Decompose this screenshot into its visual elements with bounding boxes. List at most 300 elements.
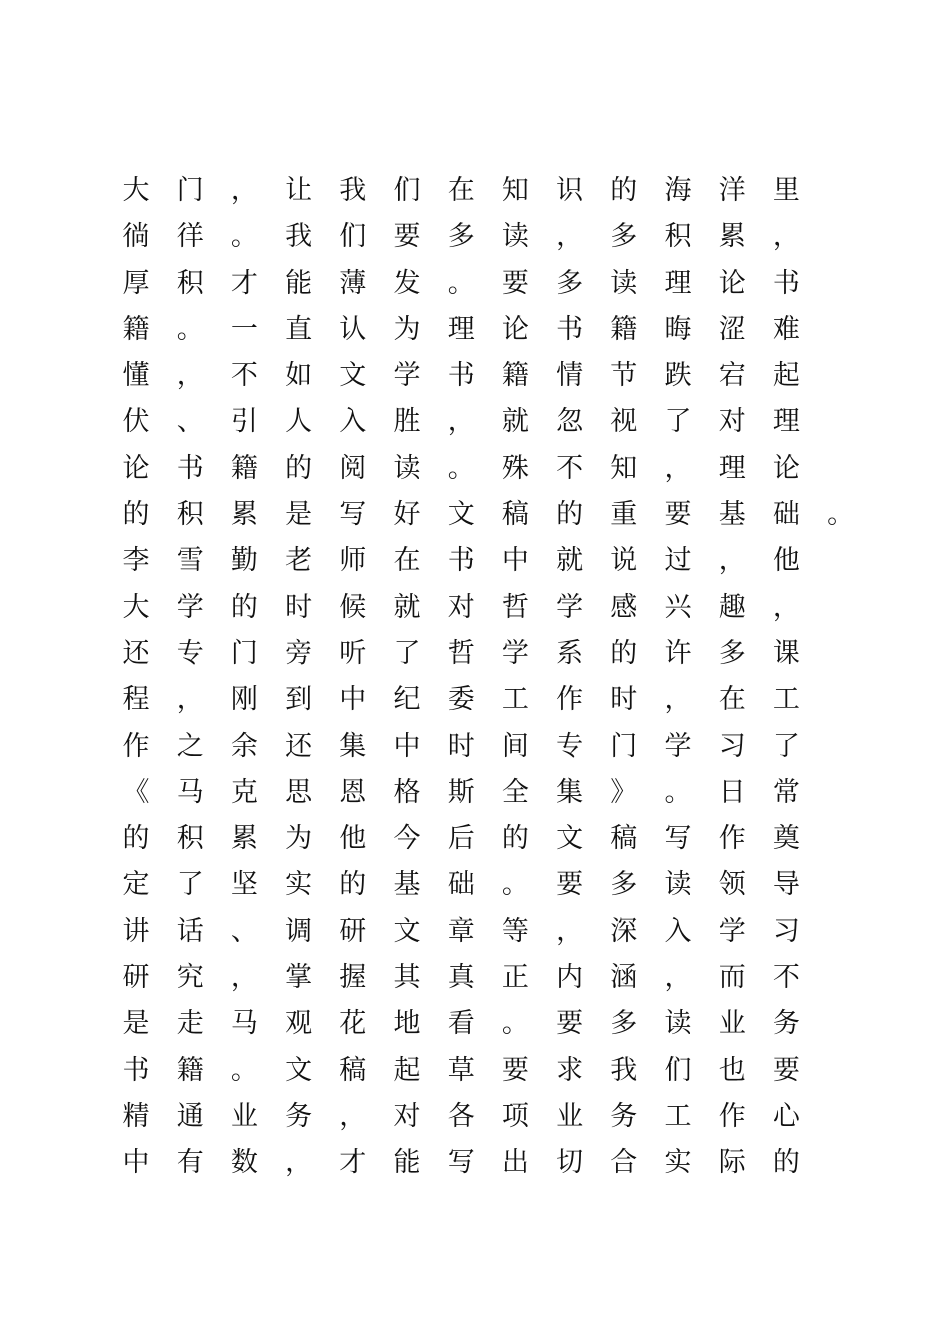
text-char: 的: [339, 869, 367, 901]
text-char: 。: [827, 499, 855, 531]
text-char: 实: [285, 869, 313, 901]
text-char: 掌: [285, 962, 313, 994]
text-char: 大: [122, 591, 150, 623]
text-char: 时: [610, 684, 638, 716]
text-char: 能: [393, 1147, 421, 1179]
text-char: 马: [230, 1008, 258, 1040]
text-char: 洋: [718, 175, 746, 206]
text-char: ，: [664, 962, 692, 994]
text-char: 》: [610, 776, 638, 808]
text-char: 。: [447, 267, 475, 299]
text-char: 文: [393, 915, 421, 947]
text-char: 入: [339, 406, 367, 438]
text-char: 。: [664, 776, 692, 808]
text-char: 、: [176, 406, 204, 438]
text-char: 才: [339, 1147, 367, 1179]
text-char: 理: [664, 267, 692, 299]
text-char: 感: [610, 591, 638, 623]
text-char: 知: [610, 452, 638, 484]
text-char: 写: [664, 823, 692, 855]
text-char: 门: [230, 637, 258, 669]
text-char: 的: [556, 499, 584, 531]
text-char: 阅: [339, 452, 367, 484]
text-char: 读: [664, 869, 692, 901]
text-char: 大: [122, 175, 150, 206]
text-char: 定: [122, 869, 150, 901]
text-line: [122, 307, 856, 353]
text-char: 起: [393, 1054, 421, 1086]
text-char: 积: [176, 267, 204, 299]
text-char: 伏: [122, 406, 150, 438]
text-char: 认: [339, 313, 367, 345]
text-char: 人: [285, 406, 313, 438]
text-char: 门: [610, 730, 638, 762]
text-char: ，: [556, 221, 584, 253]
text-char: 多: [610, 221, 638, 253]
text-char: 多: [610, 1008, 638, 1040]
text-char: 说: [610, 545, 638, 577]
text-char: 书: [447, 545, 475, 577]
text-char: 实: [664, 1147, 692, 1179]
text-char: 花: [339, 1008, 367, 1040]
text-char: 许: [664, 637, 692, 669]
text-char: 忽: [556, 406, 584, 438]
text-char: 今: [393, 823, 421, 855]
text-char: 要: [556, 869, 584, 901]
text-char: 各: [447, 1100, 475, 1132]
text-char: 门: [176, 175, 204, 206]
text-char: 引: [230, 406, 258, 438]
text-char: 学: [176, 591, 204, 623]
text-char: ，: [556, 915, 584, 947]
text-char: 观: [285, 1008, 313, 1040]
text-char: ，: [718, 545, 746, 577]
text-char: 就: [393, 591, 421, 623]
text-char: 勤: [230, 545, 258, 577]
text-char: 哲: [447, 637, 475, 669]
text-char: 讲: [122, 915, 150, 947]
text-char: 是: [122, 1008, 150, 1040]
text-char: 专: [176, 637, 204, 669]
text-char: 让: [285, 175, 313, 206]
text-char: 我: [339, 175, 367, 206]
text-char: 理: [772, 406, 800, 438]
text-char: 老: [285, 545, 313, 577]
text-char: 刚: [230, 684, 258, 716]
text-char: ，: [176, 360, 204, 392]
text-char: 恩: [339, 776, 367, 808]
text-char: 看: [447, 1008, 475, 1040]
text-line: [122, 261, 856, 307]
text-char: 的: [122, 823, 150, 855]
text-char: 余: [230, 730, 258, 762]
text-char: 习: [772, 915, 800, 947]
text-char: 要: [501, 1054, 529, 1086]
text-char: 雪: [176, 545, 204, 577]
text-char: ，: [772, 591, 800, 623]
text-char: ，: [285, 1147, 313, 1179]
text-char: 入: [664, 915, 692, 947]
text-char: 书: [772, 267, 800, 299]
text-char: 真: [447, 962, 475, 994]
text-line: [122, 214, 856, 260]
text-char: 论: [718, 267, 746, 299]
text-char: 学: [664, 730, 692, 762]
text-char: 而: [718, 962, 746, 994]
text-char: 宕: [718, 360, 746, 392]
text-line: [122, 538, 856, 584]
text-char: 他: [772, 545, 800, 577]
text-char: 专: [556, 730, 584, 762]
text-char: 了: [772, 730, 800, 762]
text-char: 要: [393, 221, 421, 253]
text-char: 累: [230, 823, 258, 855]
text-char: 他: [339, 823, 367, 855]
text-char: 了: [176, 869, 204, 901]
text-char: 哲: [501, 591, 529, 623]
text-char: 在: [447, 175, 475, 206]
text-char: 。: [447, 452, 475, 484]
text-char: 作: [718, 1100, 746, 1132]
text-char: 理: [718, 452, 746, 484]
text-char: 究: [176, 962, 204, 994]
text-char: 多: [447, 221, 475, 253]
text-char: 学: [393, 360, 421, 392]
text-line: [122, 446, 856, 492]
text-char: 出: [501, 1147, 529, 1179]
text-line: [122, 677, 856, 723]
text-char: 内: [556, 962, 584, 994]
text-char: 系: [556, 637, 584, 669]
text-char: 集: [556, 776, 584, 808]
text-char: 础: [772, 499, 800, 531]
text-char: ，: [230, 175, 258, 206]
text-char: 坚: [230, 869, 258, 901]
text-char: 才: [230, 267, 258, 299]
text-char: 日: [718, 776, 746, 808]
text-char: 多: [610, 869, 638, 901]
text-char: 兴: [664, 591, 692, 623]
text-char: 领: [718, 869, 746, 901]
text-char: 视: [610, 406, 638, 438]
text-char: 作: [718, 823, 746, 855]
text-char: 全: [501, 776, 529, 808]
text-char: 习: [718, 730, 746, 762]
text-char: 难: [772, 313, 800, 345]
body-text: [122, 168, 856, 1187]
text-char: 文: [339, 360, 367, 392]
text-char: 过: [664, 545, 692, 577]
text-char: 的: [610, 175, 638, 206]
text-char: 等: [501, 915, 529, 947]
text-line: [122, 909, 856, 955]
text-char: 的: [230, 591, 258, 623]
text-char: 求: [556, 1054, 584, 1086]
text-char: 中: [393, 730, 421, 762]
text-char: 奠: [772, 823, 800, 855]
text-char: 读: [393, 452, 421, 484]
text-char: 础: [447, 869, 475, 901]
text-char: 文: [285, 1054, 313, 1086]
text-line: [122, 1140, 856, 1186]
text-char: 精: [122, 1100, 150, 1132]
text-char: 《: [122, 776, 150, 808]
text-char: 。: [501, 869, 529, 901]
text-char: 话: [176, 915, 204, 947]
text-char: 。: [230, 221, 258, 253]
text-char: 胜: [393, 406, 421, 438]
text-char: ，: [447, 406, 475, 438]
text-char: 基: [718, 499, 746, 531]
text-char: 读: [664, 1008, 692, 1040]
text-char: 有: [176, 1147, 204, 1179]
text-char: 籍: [122, 313, 150, 345]
text-char: 工: [501, 684, 529, 716]
text-char: 们: [664, 1054, 692, 1086]
text-char: 不: [772, 962, 800, 994]
text-char: 工: [664, 1100, 692, 1132]
text-char: 业: [718, 1008, 746, 1040]
text-char: ，: [230, 962, 258, 994]
text-char: 斯: [447, 776, 475, 808]
text-char: 程: [122, 684, 150, 716]
text-char: 。: [501, 1008, 529, 1040]
text-char: 切: [556, 1147, 584, 1179]
text-char: 书: [176, 452, 204, 484]
text-char: 听: [339, 637, 367, 669]
text-char: 间: [501, 730, 529, 762]
text-char: 积: [176, 823, 204, 855]
text-char: 论: [772, 452, 800, 484]
text-char: 发: [393, 267, 421, 299]
text-char: 要: [772, 1054, 800, 1086]
text-char: 正: [501, 962, 529, 994]
text-line: [122, 168, 856, 214]
text-char: 时: [447, 730, 475, 762]
text-char: 导: [772, 869, 800, 901]
text-char: 殊: [501, 452, 529, 484]
text-char: 起: [772, 360, 800, 392]
text-char: 其: [393, 962, 421, 994]
text-char: 务: [772, 1008, 800, 1040]
text-char: 晦: [664, 313, 692, 345]
text-line: [122, 1094, 856, 1140]
text-char: 徉: [176, 221, 204, 253]
text-char: 对: [447, 591, 475, 623]
text-char: 书: [122, 1054, 150, 1086]
text-char: 籍: [610, 313, 638, 345]
text-char: 之: [176, 730, 204, 762]
text-char: ，: [664, 452, 692, 484]
text-char: 中: [122, 1147, 150, 1179]
text-char: 不: [556, 452, 584, 484]
text-char: 是: [285, 499, 313, 531]
text-char: 了: [664, 406, 692, 438]
text-char: 理: [447, 313, 475, 345]
text-char: 趣: [718, 591, 746, 623]
text-char: 们: [393, 175, 421, 206]
text-char: 薄: [339, 267, 367, 299]
text-char: 学: [501, 637, 529, 669]
text-char: 籍: [176, 1054, 204, 1086]
text-char: 业: [556, 1100, 584, 1132]
text-char: 常: [772, 776, 800, 808]
text-char: 论: [501, 313, 529, 345]
text-char: 能: [285, 267, 313, 299]
text-line: [122, 353, 856, 399]
text-char: 作: [122, 730, 150, 762]
text-char: 务: [285, 1100, 313, 1132]
text-char: 地: [393, 1008, 421, 1040]
text-char: 在: [718, 684, 746, 716]
text-char: 海: [664, 175, 692, 206]
text-char: 累: [230, 499, 258, 531]
text-char: 学: [556, 591, 584, 623]
text-char: ，: [339, 1100, 367, 1132]
text-char: 克: [230, 776, 258, 808]
text-char: 的: [772, 1147, 800, 1179]
text-char: 情: [556, 360, 584, 392]
text-char: 也: [718, 1054, 746, 1086]
text-char: 走: [176, 1008, 204, 1040]
text-char: 文: [556, 823, 584, 855]
text-char: 草: [447, 1054, 475, 1086]
text-char: 候: [339, 591, 367, 623]
text-char: 在: [393, 545, 421, 577]
text-char: 际: [718, 1147, 746, 1179]
text-char: 涵: [610, 962, 638, 994]
text-char: 文: [447, 499, 475, 531]
text-char: 的: [285, 452, 313, 484]
text-char: 课: [772, 637, 800, 669]
text-line: [122, 399, 856, 445]
text-char: 要: [501, 267, 529, 299]
text-char: 为: [285, 823, 313, 855]
text-char: 学: [718, 915, 746, 947]
text-char: 马: [176, 776, 204, 808]
text-char: 读: [610, 267, 638, 299]
text-char: 、: [230, 915, 258, 947]
text-char: 书: [447, 360, 475, 392]
text-char: 就: [501, 406, 529, 438]
text-char: 的: [610, 637, 638, 669]
text-char: 李: [122, 545, 150, 577]
text-char: 后: [447, 823, 475, 855]
text-char: 跌: [664, 360, 692, 392]
text-char: 要: [556, 1008, 584, 1040]
text-char: 心: [772, 1100, 800, 1132]
text-char: ，: [664, 684, 692, 716]
text-char: 旁: [285, 637, 313, 669]
text-char: 中: [501, 545, 529, 577]
text-char: 的: [122, 499, 150, 531]
text-char: 论: [122, 452, 150, 484]
text-line: [122, 724, 856, 770]
text-char: 好: [393, 499, 421, 531]
text-char: 项: [501, 1100, 529, 1132]
text-char: 直: [285, 313, 313, 345]
text-char: ，: [176, 684, 204, 716]
text-char: ，: [772, 221, 800, 253]
text-char: 就: [556, 545, 584, 577]
text-char: 业: [230, 1100, 258, 1132]
text-char: 徜: [122, 221, 150, 253]
text-char: 格: [393, 776, 421, 808]
text-char: 工: [772, 684, 800, 716]
text-line: [122, 631, 856, 677]
text-char: 里: [772, 175, 800, 206]
text-char: 委: [447, 684, 475, 716]
text-char: 时: [285, 591, 313, 623]
text-char: 我: [610, 1054, 638, 1086]
text-char: 还: [285, 730, 313, 762]
text-char: 合: [610, 1147, 638, 1179]
text-char: 基: [393, 869, 421, 901]
text-char: 的: [501, 823, 529, 855]
text-char: 厚: [122, 267, 150, 299]
text-char: 知: [501, 175, 529, 206]
text-char: 数: [230, 1147, 258, 1179]
text-char: 握: [339, 962, 367, 994]
text-char: 累: [718, 221, 746, 253]
text-char: 们: [339, 221, 367, 253]
text-char: 师: [339, 545, 367, 577]
text-char: 写: [447, 1147, 475, 1179]
text-char: 重: [610, 499, 638, 531]
text-char: 思: [285, 776, 313, 808]
text-line: [122, 585, 856, 631]
text-char: 写: [339, 499, 367, 531]
text-char: 对: [718, 406, 746, 438]
text-char: 多: [556, 267, 584, 299]
text-line: [122, 1048, 856, 1094]
text-char: 涩: [718, 313, 746, 345]
text-line: [122, 816, 856, 862]
text-char: 章: [447, 915, 475, 947]
text-char: 。: [230, 1054, 258, 1086]
text-char: 作: [556, 684, 584, 716]
text-char: 通: [176, 1100, 204, 1132]
text-line: [122, 862, 856, 908]
text-char: 积: [664, 221, 692, 253]
text-char: 纪: [393, 684, 421, 716]
text-char: 到: [285, 684, 313, 716]
text-char: 深: [610, 915, 638, 947]
text-line: [122, 492, 856, 538]
text-line: [122, 1001, 856, 1047]
text-char: 节: [610, 360, 638, 392]
text-char: 研: [339, 915, 367, 947]
text-char: 籍: [501, 360, 529, 392]
text-char: 调: [285, 915, 313, 947]
text-char: 还: [122, 637, 150, 669]
text-char: 稿: [610, 823, 638, 855]
text-line: [122, 955, 856, 1001]
text-char: 对: [393, 1100, 421, 1132]
text-char: 读: [501, 221, 529, 253]
text-char: 书: [556, 313, 584, 345]
text-char: 中: [339, 684, 367, 716]
text-char: 了: [393, 637, 421, 669]
text-char: 稿: [339, 1054, 367, 1086]
text-char: 一: [230, 313, 258, 345]
text-char: 我: [285, 221, 313, 253]
text-char: 多: [718, 637, 746, 669]
text-char: 为: [393, 313, 421, 345]
text-char: 务: [610, 1100, 638, 1132]
text-line: [122, 770, 856, 816]
text-char: 识: [556, 175, 584, 206]
